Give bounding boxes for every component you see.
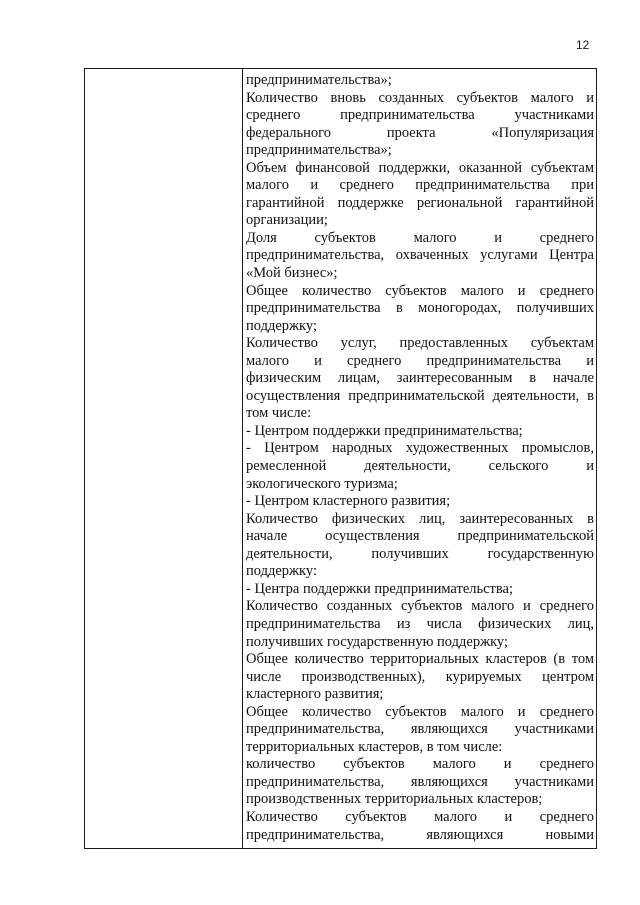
text-line: предпринимательства»;: [246, 142, 392, 159]
text-line: среднего предпринимательства участниками: [246, 107, 594, 124]
text-line: предпринимательства, являющихся участниками: [246, 773, 594, 790]
text-line: Доля субъектов малого и среднего: [246, 229, 594, 246]
text-line: предпринимательства из числа физических лиц,: [246, 615, 594, 632]
text-line: Количество физических лиц, заинтересованных в: [246, 510, 594, 527]
text-line: экологического туризма;: [246, 475, 398, 492]
text-line: Количество услуг, предоставленных субъектам: [246, 335, 594, 352]
text-line: территориальных кластеров, в том числе:: [246, 738, 503, 755]
text-line: - Центром народных художественных промыслов,: [246, 440, 594, 457]
text-line: предпринимательства, являющихся новыми: [246, 826, 594, 843]
text-line: гарантийной поддержке региональной гарантийной: [246, 194, 594, 211]
text-line: ремесленной деятельности, сельского и: [246, 458, 594, 475]
text-line: производственных территориальных кластеров;: [246, 791, 543, 808]
text-line: «Мой бизнес»;: [246, 265, 338, 282]
text-line: деятельности, получивших государственную: [246, 545, 594, 562]
text-line: предпринимательства, охваченных услугами Центра: [246, 247, 594, 264]
page-number: 12: [576, 38, 590, 52]
text-line: предпринимательства, являющихся участниками: [246, 721, 594, 738]
text-line: получивших государственную поддержку;: [246, 633, 509, 650]
text-line: кластерного развития;: [246, 686, 384, 703]
text-line: Объем финансовой поддержки, оказанной субъектам: [246, 159, 594, 176]
document-table: [84, 68, 597, 849]
table-left-column: [85, 69, 243, 848]
text-line: предпринимательства в моногородах, получивших: [246, 300, 594, 317]
text-line: предпринимательства»;: [246, 72, 392, 88]
text-line: Общее количество территориальных кластеров (в том: [246, 651, 594, 668]
text-line: Количество созданных субъектов малого и среднего: [246, 598, 594, 615]
text-line: Количество вновь созданных субъектов малого и: [246, 89, 594, 106]
text-line: - Центра поддержки предпринимательства;: [246, 580, 513, 597]
text-line: Общее количество субъектов малого и среднего: [246, 703, 594, 720]
text-line: - Центром кластерного развития;: [246, 493, 451, 510]
table-right-column: [243, 69, 596, 848]
text-line: организации;: [246, 212, 328, 229]
text-line: малого и среднего предпринимательства и: [246, 352, 594, 369]
text-line: Общее количество субъектов малого и среднего: [246, 282, 594, 299]
text-line: федерального проекта «Популяризация: [246, 124, 594, 141]
text-line: начале осуществления предпринимательской: [246, 528, 594, 545]
text-line: малого и среднего предпринимательства при: [246, 177, 594, 194]
text-line: Количество субъектов малого и среднего: [246, 808, 594, 825]
text-line: числе производственных), курируемых центром: [246, 668, 594, 685]
text-line: количество субъектов малого и среднего: [246, 756, 594, 773]
text-line: осуществления предпринимательской деятельности, в: [246, 387, 594, 404]
text-line: физическим лицам, заинтересованным в начале: [246, 370, 594, 387]
text-line: поддержку:: [246, 563, 317, 580]
text-line: поддержку;: [246, 317, 317, 334]
text-line: том числе:: [246, 405, 312, 422]
text-line: - Центром поддержки предпринимательства;: [246, 422, 523, 439]
